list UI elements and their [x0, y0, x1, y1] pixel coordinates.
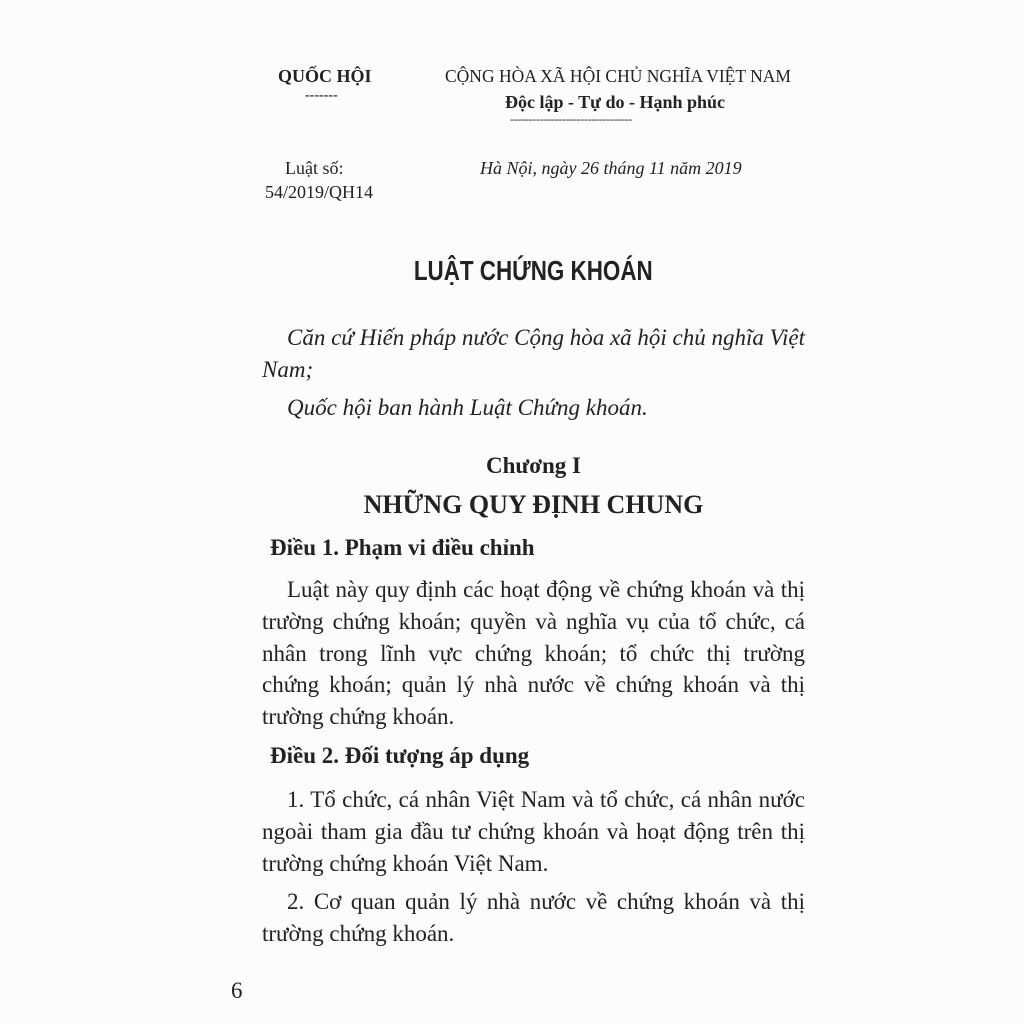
article-paragraph: 2. Cơ quan quản lý nhà nước về chứng khoán và thị trường chứng khoán. [262, 889, 805, 947]
motto: Độc lập - Tự do - Hạnh phúc [505, 92, 726, 112]
chapter-name: NHỮNG QUY ĐỊNH CHUNG [363, 490, 704, 519]
law-title-wrap [262, 255, 805, 287]
place-date: Hà Nội, ngày 26 tháng 11 năm 2019 [480, 158, 742, 178]
article-body [262, 784, 805, 950]
article-paragraph: Luật này quy định các hoạt động về chứng khoán và thị trường chứng khoán; quyền và nghĩa vụ của tổ chức, cá nhân trong lĩnh vực chứng khoán; tổ chức thị trường chứng khoán; quản lý nhà nước về chứng khoán và thị trường chứng khoán. [262, 577, 805, 730]
country-name: CỘNG HÒA XÃ HỘI CHỦ NGHĨA VIỆT NAM [445, 66, 791, 86]
article-paragraph: 1. Tổ chức, cá nhân Việt Nam và tổ chức, cá nhân nước ngoài tham gia đầu tư chứng khoán và hoạt động trên thị trường chứng khoán Việt Nam. [262, 787, 805, 876]
article-heading: Điều 2. Đối tượng áp dụng [270, 743, 530, 768]
page-number: 6 [231, 978, 243, 1003]
preamble [262, 322, 805, 423]
law-number-label: Luật số: [285, 158, 344, 178]
issuer-rule: ------- [305, 88, 338, 103]
issuer: QUỐC HỘI [278, 66, 372, 86]
article-body [262, 574, 805, 733]
chapter-number: Chương I [486, 453, 581, 478]
law-title: LUẬT CHỨNG KHOÁN [414, 255, 653, 286]
preamble-line: Căn cứ Hiến pháp nước Cộng hòa xã hội chủ nghĩa Việt Nam; [262, 325, 805, 382]
article-heading: Điều 1. Phạm vi điều chỉnh [270, 535, 535, 560]
motto-rule: --------------------------------- [510, 112, 632, 126]
preamble-line: Quốc hội ban hành Luật Chứng khoán. [287, 394, 648, 420]
law-number: 54/2019/QH14 [265, 182, 373, 202]
